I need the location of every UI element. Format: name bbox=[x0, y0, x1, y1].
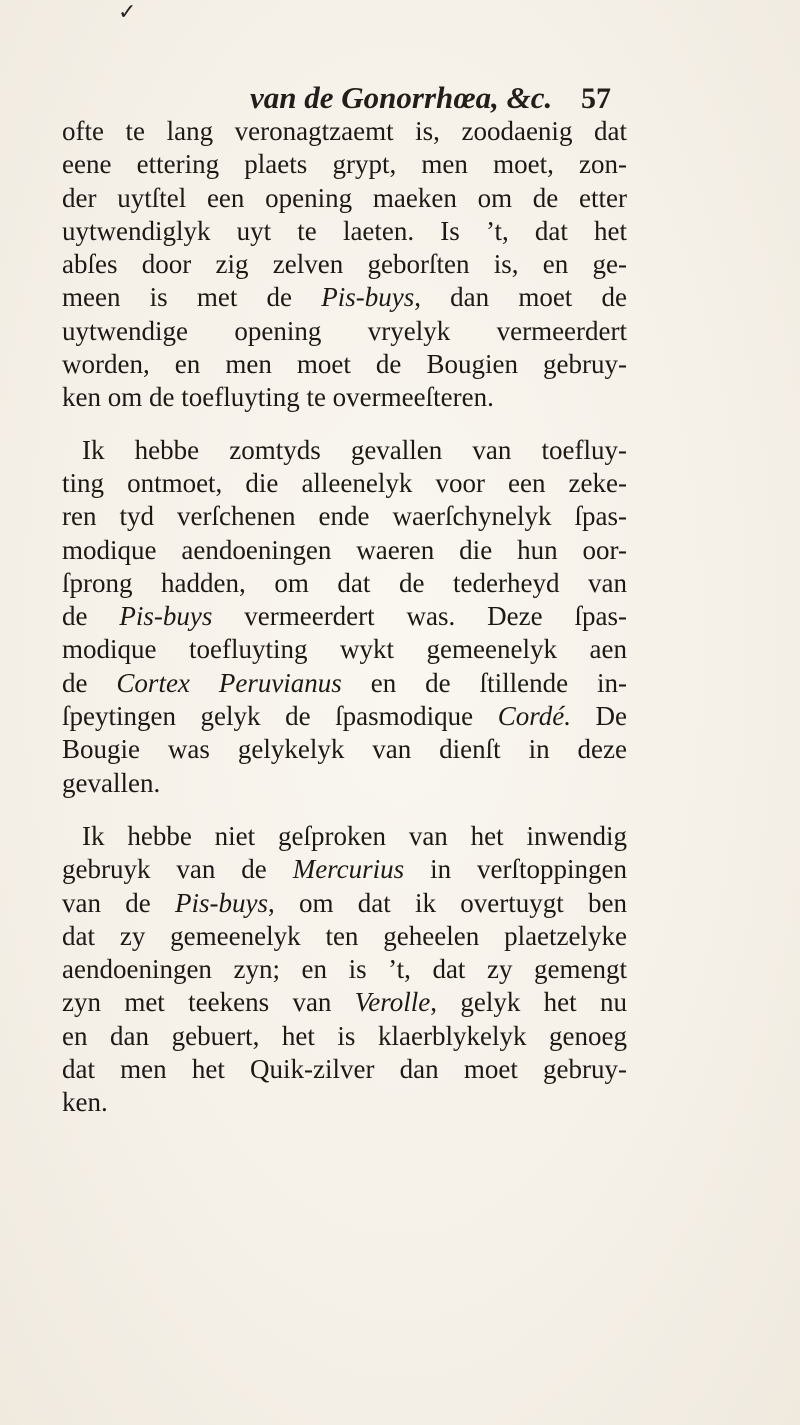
text-line: dat men het Quik-zilver dan moet gebruy- bbox=[62, 1054, 627, 1085]
text-line bbox=[62, 700, 627, 733]
text-run: van de bbox=[62, 887, 175, 918]
text-line: ofte te lang veronagtzaemt is, zoodaenig dat bbox=[62, 116, 627, 146]
text-run: ſpeytingen gelyk de ſpasmodique bbox=[62, 701, 498, 732]
text-line: modique aendoeningen waeren die hun oor- bbox=[62, 534, 627, 565]
paragraph-1 bbox=[62, 115, 627, 415]
text-run: De bbox=[570, 701, 628, 732]
text-line bbox=[62, 853, 627, 886]
text-line: Ik hebbe niet geſproken van het inwendig bbox=[82, 820, 627, 851]
text-line: ken. bbox=[62, 1087, 108, 1118]
italic-term: Pis-buys bbox=[321, 282, 415, 313]
text-line: Ik hebbe zomtyds gevallen van toefluy- bbox=[82, 434, 627, 465]
italic-term: Cortex Peruvianus bbox=[116, 667, 342, 698]
text-line: uytwendiglyk uyt te laeten. Is ’t, dat het bbox=[62, 215, 627, 246]
text-line bbox=[62, 600, 627, 633]
text-run: , dan moet de bbox=[414, 282, 627, 313]
text-line: uytwendige opening vryelyk vermeerdert bbox=[62, 315, 627, 346]
text-line: Bougie was gelykelyk van dienſt in deze bbox=[62, 734, 627, 765]
text-line: ken om de toefluyting te overmeeſteren. bbox=[62, 382, 494, 413]
italic-term: Mercurius bbox=[292, 854, 405, 885]
text-line bbox=[62, 986, 627, 1019]
text-run: vermeerdert was. Deze ſpas- bbox=[212, 601, 627, 632]
text-line: abſes door zig zelven geborſten is, en ge- bbox=[62, 249, 627, 280]
text-run: zyn met teekens van bbox=[62, 987, 355, 1018]
text-line: ting ontmoet, die alleenelyk voor een zeke- bbox=[62, 467, 627, 498]
body-text bbox=[62, 115, 627, 1120]
text-run: en de ſtillende in- bbox=[341, 667, 628, 698]
text-line: gevallen. bbox=[62, 767, 161, 798]
italic-term: Verolle bbox=[354, 987, 431, 1018]
text-line: dat zy gemeenelyk ten geheelen plaetzelyke bbox=[62, 920, 627, 951]
text-line: eene ettering plaets grypt, men moet, zon- bbox=[62, 149, 627, 180]
text-run: meen is met de bbox=[62, 282, 322, 313]
text-line bbox=[62, 281, 627, 314]
text-line: en dan gebuert, het is klaerblykelyk genoeg bbox=[62, 1020, 627, 1051]
text-run: de bbox=[62, 601, 120, 632]
annotation-mark: ✓ bbox=[118, 0, 137, 25]
paragraph-2 bbox=[62, 434, 627, 800]
running-head bbox=[0, 80, 800, 120]
text-line: modique toefluyting wykt gemeenelyk aen bbox=[62, 634, 627, 665]
text-run: in verſtoppingen bbox=[404, 854, 627, 885]
text-run: , gelyk het nu bbox=[430, 987, 627, 1018]
text-run: gebruyk van de bbox=[62, 854, 293, 885]
text-line bbox=[62, 667, 627, 700]
text-line: ſprong hadden, om dat de tederheyd van bbox=[62, 567, 627, 598]
italic-term: Pis-buys bbox=[119, 601, 213, 632]
text-line bbox=[62, 887, 627, 920]
page-number: 57 bbox=[581, 82, 611, 115]
italic-term: Cordé. bbox=[497, 701, 571, 732]
running-title: van de Gonorrhœa, &c. bbox=[250, 80, 553, 115]
text-line: aendoeningen zyn; en is ’t, dat zy gemengt bbox=[62, 954, 627, 985]
text-run: de bbox=[62, 667, 117, 698]
italic-term: Pis-buys bbox=[175, 887, 268, 918]
text-line: ren tyd verſchenen ende waerſchynelyk ſpas- bbox=[62, 501, 627, 532]
text-line: worden, en men moet de Bougien gebruy- bbox=[62, 349, 627, 380]
text-run: , om dat ik overtuygt ben bbox=[267, 887, 628, 918]
text-line: der uytſtel een opening maeken om de etter bbox=[62, 182, 627, 213]
paragraph-3 bbox=[62, 820, 627, 1120]
